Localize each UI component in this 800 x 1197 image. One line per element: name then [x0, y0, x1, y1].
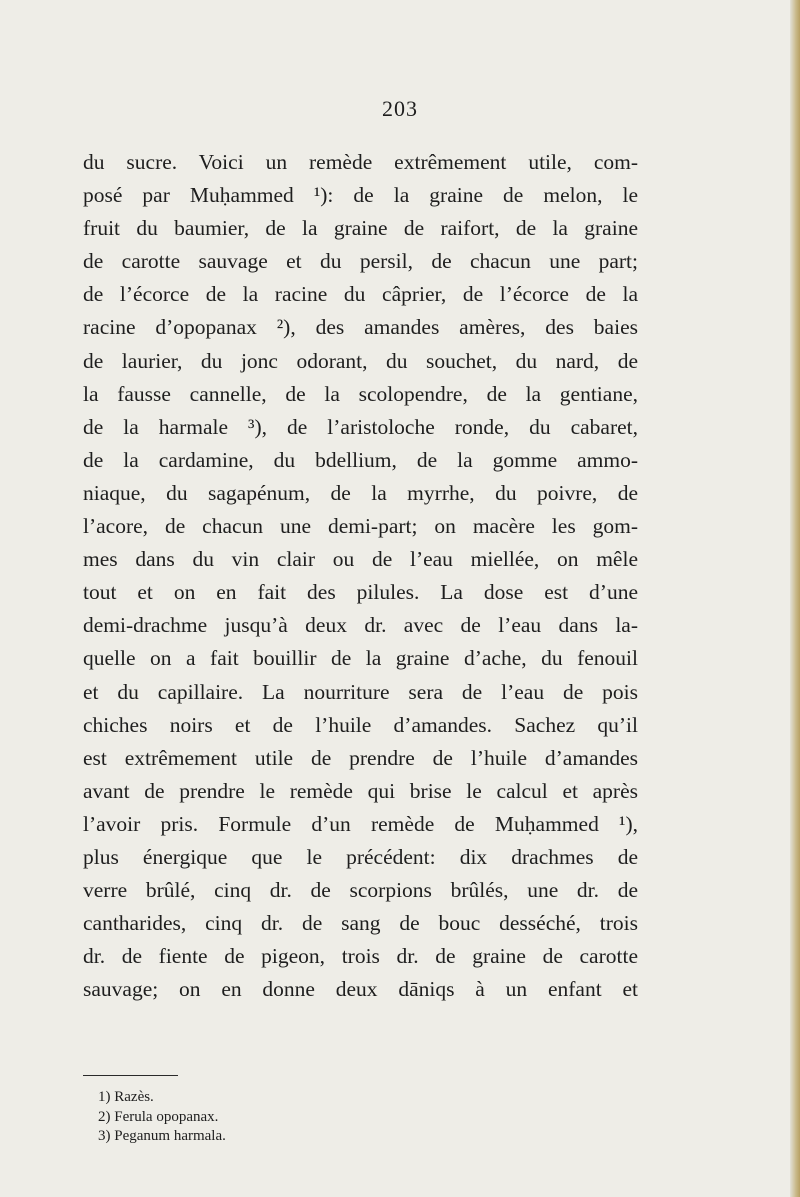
text-line: fruit du baumier, de la graine de raifort, de la graine: [83, 216, 638, 241]
text-line: de l’écorce de la racine du câprier, de l’écorce de la: [83, 282, 638, 307]
text-line: de carotte sauvage et du persil, de chacun une part;: [83, 249, 638, 274]
text-line: racine d’opopanax ²), des amandes amères, des baies: [83, 315, 638, 340]
footnote: 3) Peganum harmala.: [98, 1128, 226, 1144]
text-line: demi-drachme jusqu’à deux dr. avec de l’eau dans la-: [83, 613, 638, 638]
text-line: cantharides, cinq dr. de sang de bouc desséché, trois: [83, 911, 638, 936]
text-line: avant de prendre le remède qui brise le calcul et après: [83, 778, 638, 803]
text-line: verre brûlé, cinq dr. de scorpions brûlés, une dr. de: [83, 878, 638, 903]
text-line: de la harmale ³), de l’aristoloche ronde, du cabaret,: [83, 414, 638, 439]
footnote: 1) Razès.: [98, 1089, 154, 1105]
text-line: posé par Muḥammed ¹): de la graine de melon, le: [83, 183, 638, 208]
body-text: [83, 146, 638, 1006]
footnote: 2) Ferula opopanax.: [98, 1108, 219, 1125]
text-line: l’avoir pris. Formule d’un remède de Muḥammed ¹),: [83, 811, 638, 836]
text-line: l’acore, de chacun une demi-part; on macère les gom-: [83, 514, 638, 539]
text-line: est extrêmement utile de prendre de l’huile d’amandes: [83, 745, 638, 770]
text-line: sauvage; on en donne deux dāniqs à un enfant et: [83, 977, 638, 1002]
text-line: tout et on en fait des pilules. La dose est d’une: [83, 580, 638, 605]
text-line: et du capillaire. La nourriture sera de l’eau de pois: [83, 679, 638, 704]
footnotes: [98, 1088, 498, 1147]
text-line: de laurier, du jonc odorant, du souchet, du nard, de: [83, 348, 638, 373]
page-number: 203: [382, 96, 418, 121]
text-line: plus énergique que le précédent: dix drachmes de: [83, 844, 638, 869]
text-line: quelle on a fait bouillir de la graine d’ache, du fenouil: [83, 646, 638, 671]
text-line: mes dans du vin clair ou de l’eau miellée, on mêle: [83, 547, 638, 572]
text-line: chiches noirs et de l’huile d’amandes. Sachez qu’il: [83, 712, 638, 737]
page-edge: [790, 0, 800, 1197]
text-line: de la cardamine, du bdellium, de la gomme ammo-: [83, 447, 638, 472]
text-line: du sucre. Voici un remède extrêmement utile, com-: [83, 150, 638, 174]
footnote-rule: [83, 1075, 178, 1076]
text-line: dr. de fiente de pigeon, trois dr. de graine de carotte: [83, 944, 638, 969]
text-line: la fausse cannelle, de la scolopendre, de la gentiane,: [83, 381, 638, 406]
text-line: niaque, du sagapénum, de la myrrhe, du poivre, de: [83, 480, 638, 505]
